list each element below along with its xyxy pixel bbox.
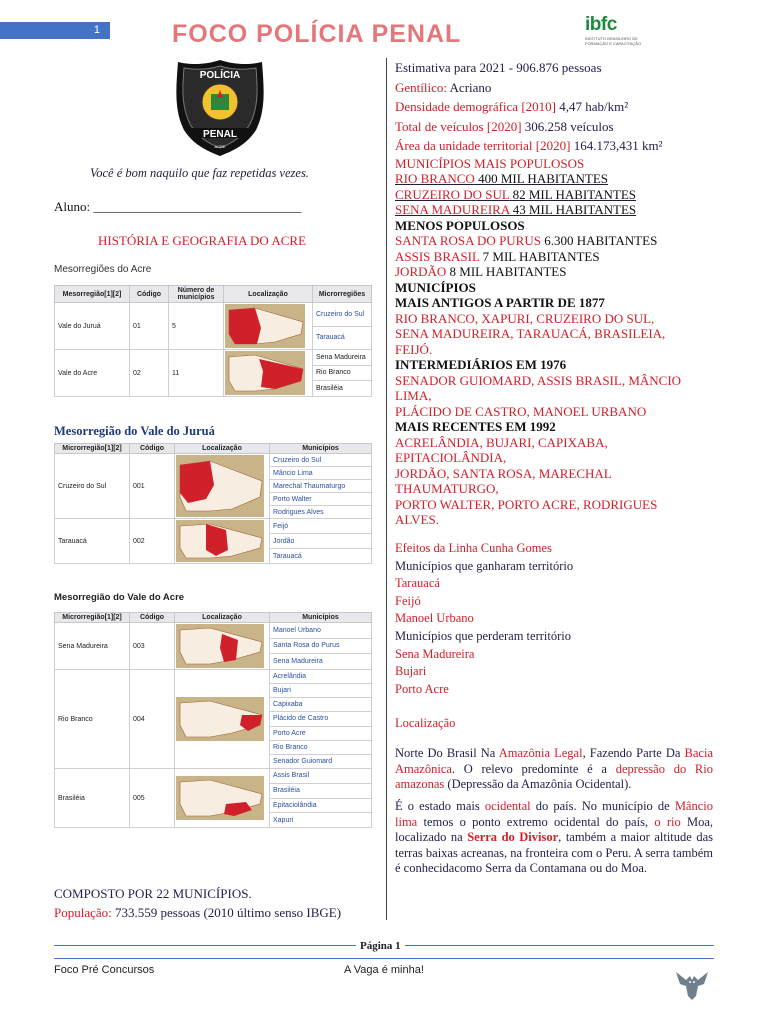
aluno-field: Aluno: ________________________________	[54, 199, 302, 214]
document-title: FOCO POLÍCIA PENAL	[172, 20, 462, 48]
map-cell	[224, 303, 313, 350]
cell-name: Rio Branco	[55, 670, 130, 769]
link-municipio[interactable]: Jordão	[270, 534, 372, 549]
perderam-item: Sena Madureira	[395, 646, 475, 661]
col-header: Municípios	[270, 444, 372, 454]
localizacao-paragraph-2	[395, 799, 713, 877]
col-header: Mesorregião[1][2]	[55, 286, 130, 303]
col-header: Localização	[175, 613, 270, 623]
recentes-line: THAUMATURGO,	[395, 481, 499, 496]
table-row	[55, 454, 372, 467]
densidade-value: 4,47 hab/km²	[556, 99, 629, 114]
composto-text: COMPOSTO POR 22 MUNICÍPIOS.	[54, 886, 252, 901]
veiculos-label: Total de veículos [2020]	[395, 118, 522, 134]
footer-page-label: Página 1	[356, 940, 405, 952]
menos-pop-name: ASSIS BRASIL	[395, 248, 480, 264]
mais-pop-name: RIO BRANCO	[395, 171, 475, 186]
cell-micro: Sena Madureira	[313, 350, 372, 366]
mais-pop-value: 82 MIL HABITANTES	[509, 186, 637, 202]
acre-map-acre	[225, 351, 305, 395]
map-cell	[175, 670, 270, 769]
cell-name: Vale do Juruá	[55, 303, 130, 350]
intermed-line: SENADOR GUIOMARD, ASSIS BRASIL, MÂNCIO	[395, 372, 682, 388]
map-cell	[224, 350, 313, 397]
eagle-icon	[674, 966, 710, 1002]
badge-bottom-text: PENAL	[203, 129, 237, 140]
populacao-value: 733.559 pessoas (2010 último senso IBGE)	[111, 905, 342, 920]
text-segment: Moa, localizado na	[395, 814, 714, 844]
acre-map-cruzeiro	[176, 455, 264, 517]
cell-code: 005	[130, 769, 175, 828]
cell-code: 02	[130, 350, 169, 397]
cell-name: Sena Madureira	[55, 623, 130, 670]
populacao-label: População:	[54, 905, 112, 920]
antigos-line: SENA MADUREIRA, TARAUACÁ, BRASILEIA,	[395, 326, 666, 341]
ibfc-logo	[585, 14, 645, 46]
footer-line-bottom	[54, 958, 714, 959]
map-cell	[175, 519, 270, 564]
cell-code: 002	[130, 519, 175, 564]
mais-pop-name: SENA MADUREIRA	[395, 202, 510, 217]
col-header: Microrregião[1][2]	[55, 444, 130, 454]
mais-pop-value: 400 MIL HABITANTES	[474, 171, 608, 186]
link-municipio[interactable]: Assis Brasil	[270, 769, 372, 784]
acre-map-jurua	[225, 304, 305, 348]
col-header: Localização	[175, 444, 270, 454]
cell-name: Vale do Acre	[55, 350, 130, 397]
text-segment: temos o ponto extremo ocidental do país,	[417, 814, 655, 829]
area-value: 164.173,431 km²	[570, 138, 663, 153]
link-municipio[interactable]: Senador Guiomard	[270, 754, 372, 768]
acre-map-brasileia	[176, 770, 264, 826]
efeitos-title: Efeitos da Linha Cunha Gomes	[395, 541, 552, 555]
intermed-line: PLÁCIDO DE CASTRO, MANOEL URBANO	[395, 403, 647, 419]
link-municipio[interactable]: Brasiléia	[270, 783, 372, 798]
recentes-line: ACRELÂNDIA, BUJARI, CAPIXABA,	[395, 434, 608, 450]
menos-populosos-title: MENOS POPULOSOS	[395, 217, 525, 233]
map-cell	[175, 454, 270, 519]
acre-map-riobranco	[176, 671, 264, 767]
map-cell	[175, 623, 270, 670]
gentilico-line	[395, 80, 725, 96]
mais-pop-item	[395, 187, 725, 203]
col-header: Código	[130, 286, 169, 303]
map-cell	[175, 769, 270, 828]
acre-map-sena	[176, 624, 264, 668]
antigos-line: RIO BRANCO, XAPURI, CRUZEIRO DO SUL,	[395, 310, 655, 326]
efeitos-section	[395, 540, 725, 698]
footer-left-text: Foco Pré Concursos	[54, 964, 155, 976]
policia-penal-badge	[172, 58, 268, 158]
text-segment: É o estado mais	[395, 799, 485, 813]
link-municipio[interactable]: Marechal Thaumaturgo	[270, 480, 372, 493]
link-municipio[interactable]: Bujari	[270, 684, 372, 698]
localizacao-paragraph-1	[395, 746, 713, 793]
ibfc-logo-subtext: INSTITUTO BRASILEIRO DE FORMAÇÃO E CAPACITAÇÃO	[585, 36, 642, 46]
menos-pop-value: 6.300 HABITANTES	[540, 233, 658, 248]
ganharam-item: Feijó	[395, 593, 421, 608]
ganharam-item: Tarauacá	[395, 576, 440, 591]
intermediarios-title: INTERMEDIÁRIOS EM 1976	[395, 357, 567, 372]
col-header: Localização	[224, 286, 313, 303]
cell-code: 004	[130, 670, 175, 769]
cell-count: 5	[169, 303, 224, 350]
link-municipio[interactable]: Tarauacá	[270, 549, 372, 564]
link-municipio[interactable]: Manoel Urbano	[270, 623, 372, 639]
link-municipio[interactable]: Santa Rosa do Purus	[270, 638, 372, 654]
table-row	[55, 623, 372, 639]
text-segment: Norte Do Brasil Na	[395, 746, 499, 760]
text-highlight: Bacia Amazônica	[395, 746, 714, 776]
intermed-line: LIMA,	[395, 388, 432, 403]
cell-name: Cruzeiro do Sul	[55, 454, 130, 519]
mais-populosos-title: MUNICÍPIOS MAIS POPULOSOS	[395, 155, 585, 171]
link-municipio[interactable]: Sena Madureira	[270, 654, 372, 670]
cell-micro: Brasiléia	[313, 381, 372, 397]
badge-small-text: ACRE	[214, 144, 226, 149]
mesorregioes-table	[54, 285, 372, 397]
cell-code: 003	[130, 623, 175, 670]
footer-center-text: A Vaga é minha!	[344, 964, 424, 976]
page-number-bar	[0, 22, 110, 39]
link-micro[interactable]: Cruzeiro do Sul	[313, 303, 372, 327]
table-row	[55, 519, 372, 534]
text-highlight: Mâncio lima	[395, 799, 713, 829]
estimativa-line: Estimativa para 2021 - 906.876 pessoas	[395, 60, 602, 75]
cell-name: Brasiléia	[55, 769, 130, 828]
densidade-line	[395, 99, 725, 115]
cell-code: 001	[130, 454, 175, 519]
col-header: Microrregião[1][2]	[55, 613, 130, 623]
recentes-line: JORDÃO, SANTA ROSA, MARECHAL	[395, 465, 612, 481]
mais-pop-name: CRUZEIRO DO SUL	[395, 186, 510, 202]
cell-micro: Rio Branco	[313, 365, 372, 381]
mais-pop-item	[395, 171, 725, 187]
gentilico-label: Gentílico:	[395, 79, 447, 95]
table-header-row	[55, 444, 372, 454]
col-header: Microrregiões	[313, 286, 372, 303]
acre-table	[54, 612, 372, 828]
link-municipio[interactable]: Xapuri	[270, 813, 372, 828]
area-line	[395, 138, 725, 154]
motto: Você é bom naquilo que faz repetidas vezes.	[90, 166, 309, 180]
text-highlight: depressão do Rio amazonas	[395, 761, 713, 791]
link-municipio[interactable]: Cruzeiro do Sul	[270, 454, 372, 467]
municipios-title: MUNICÍPIOS	[395, 279, 476, 295]
antigos-title: MAIS ANTIGOS A PARTIR DE 1877	[395, 295, 605, 310]
link-municipio[interactable]: Rio Branco	[270, 740, 372, 754]
section-title: HISTÓRIA E GEOGRAFIA DO ACRE	[98, 233, 307, 248]
text-segment: do país. No município de	[530, 799, 675, 813]
column-divider	[386, 58, 387, 920]
table2-caption: Mesorregião do Vale do Juruá	[54, 424, 215, 438]
table-header-row	[55, 613, 372, 623]
col-header: Municípios	[270, 613, 372, 623]
link-municipio[interactable]: Porto Walter	[270, 493, 372, 506]
mais-pop-item	[395, 202, 725, 218]
localizacao-title: Localização	[395, 716, 456, 730]
link-micro[interactable]: Tarauacá	[313, 326, 372, 350]
table-header-row	[55, 286, 372, 303]
right-column-top	[395, 60, 725, 528]
ganharam-label: Municípios que ganharam território	[395, 558, 574, 573]
table1-caption: Mesorregiões do Acre	[54, 264, 152, 275]
text-highlight: o rio	[654, 814, 681, 829]
text-segment: . O relevo predominte é a	[451, 761, 616, 776]
text-segment: (Depressão da Amazônia Ocidental).	[444, 777, 632, 791]
menos-pop-name: SANTA ROSA DO PURUS	[395, 233, 541, 248]
gentilico-value: Acriano	[447, 79, 492, 95]
recentes-line: ALVES.	[395, 512, 439, 527]
menos-pop-name: JORDÃO	[395, 264, 447, 279]
text-segment: , Fazendo Parte Da	[582, 746, 685, 760]
text-highlight-bold: Serra do Divisor	[467, 830, 559, 844]
badge-top-text: POLÍCIA	[199, 70, 241, 81]
col-header: Código	[130, 444, 175, 454]
menos-pop-item	[395, 233, 725, 249]
table-row	[55, 303, 372, 327]
perderam-item: Porto Acre	[395, 681, 449, 696]
menos-pop-value: 8 MIL HABITANTES	[446, 264, 567, 279]
recentes-title: MAIS RECENTES EM 1992	[395, 419, 556, 434]
text-highlight: Amazônia Legal	[498, 746, 583, 760]
table-row	[55, 670, 372, 684]
densidade-label: Densidade demográfica [2010]	[395, 99, 556, 114]
col-header: Código	[130, 613, 175, 623]
menos-pop-item	[395, 249, 725, 265]
cell-name: Tarauacá	[55, 519, 130, 564]
recentes-line: EPITACIOLÂNDIA,	[395, 450, 507, 465]
menos-pop-value: 7 MIL HABITANTES	[479, 248, 600, 264]
text-highlight: ocidental	[484, 799, 531, 813]
link-municipio[interactable]: Epitaciolândia	[270, 798, 372, 813]
perderam-item: Bujari	[395, 664, 427, 679]
mais-pop-value: 43 MIL HABITANTES	[509, 202, 637, 217]
link-municipio[interactable]: Plácido de Castro	[270, 712, 372, 726]
recentes-line: PORTO WALTER, PORTO ACRE, RODRIGUES	[395, 496, 658, 512]
ganharam-item: Manoel Urbano	[395, 611, 474, 626]
table3-caption: Mesorregião do Vale do Acre	[54, 592, 185, 603]
antigos-line: FEIJÓ.	[395, 341, 433, 357]
page-number: 1	[93, 24, 100, 36]
link-municipio[interactable]: Porto Acre	[270, 726, 372, 740]
text-segment: , também a maior altitude das terras baixas acreanas, na fronteira com o Peru. A serra também é conhecidacomo Serra da Contamana ou do Moa.	[395, 830, 713, 875]
table-row	[55, 769, 372, 784]
perderam-label: Municípios que perderam território	[395, 628, 571, 643]
col-header: Número de municípios	[169, 286, 224, 303]
link-municipio[interactable]: Feijó	[270, 519, 372, 534]
veiculos-value: 306.258 veículos	[521, 118, 614, 134]
menos-pop-item	[395, 264, 725, 280]
link-municipio[interactable]: Acrelândia	[270, 670, 372, 684]
ibfc-logo-text: ibfc	[585, 14, 617, 35]
table-row	[55, 350, 372, 366]
populacao-line	[54, 905, 341, 921]
acre-map-tarauaca	[176, 520, 264, 562]
link-municipio[interactable]: Rodrigues Alves	[270, 506, 372, 519]
area-label: Área da unidade territorial [2020]	[395, 138, 571, 153]
cell-code: 01	[130, 303, 169, 350]
cell-count: 11	[169, 350, 224, 397]
veiculos-line	[395, 119, 725, 135]
link-municipio[interactable]: Mâncio Lima	[270, 467, 372, 480]
jurua-table	[54, 443, 372, 564]
link-municipio[interactable]: Capixaba	[270, 698, 372, 712]
